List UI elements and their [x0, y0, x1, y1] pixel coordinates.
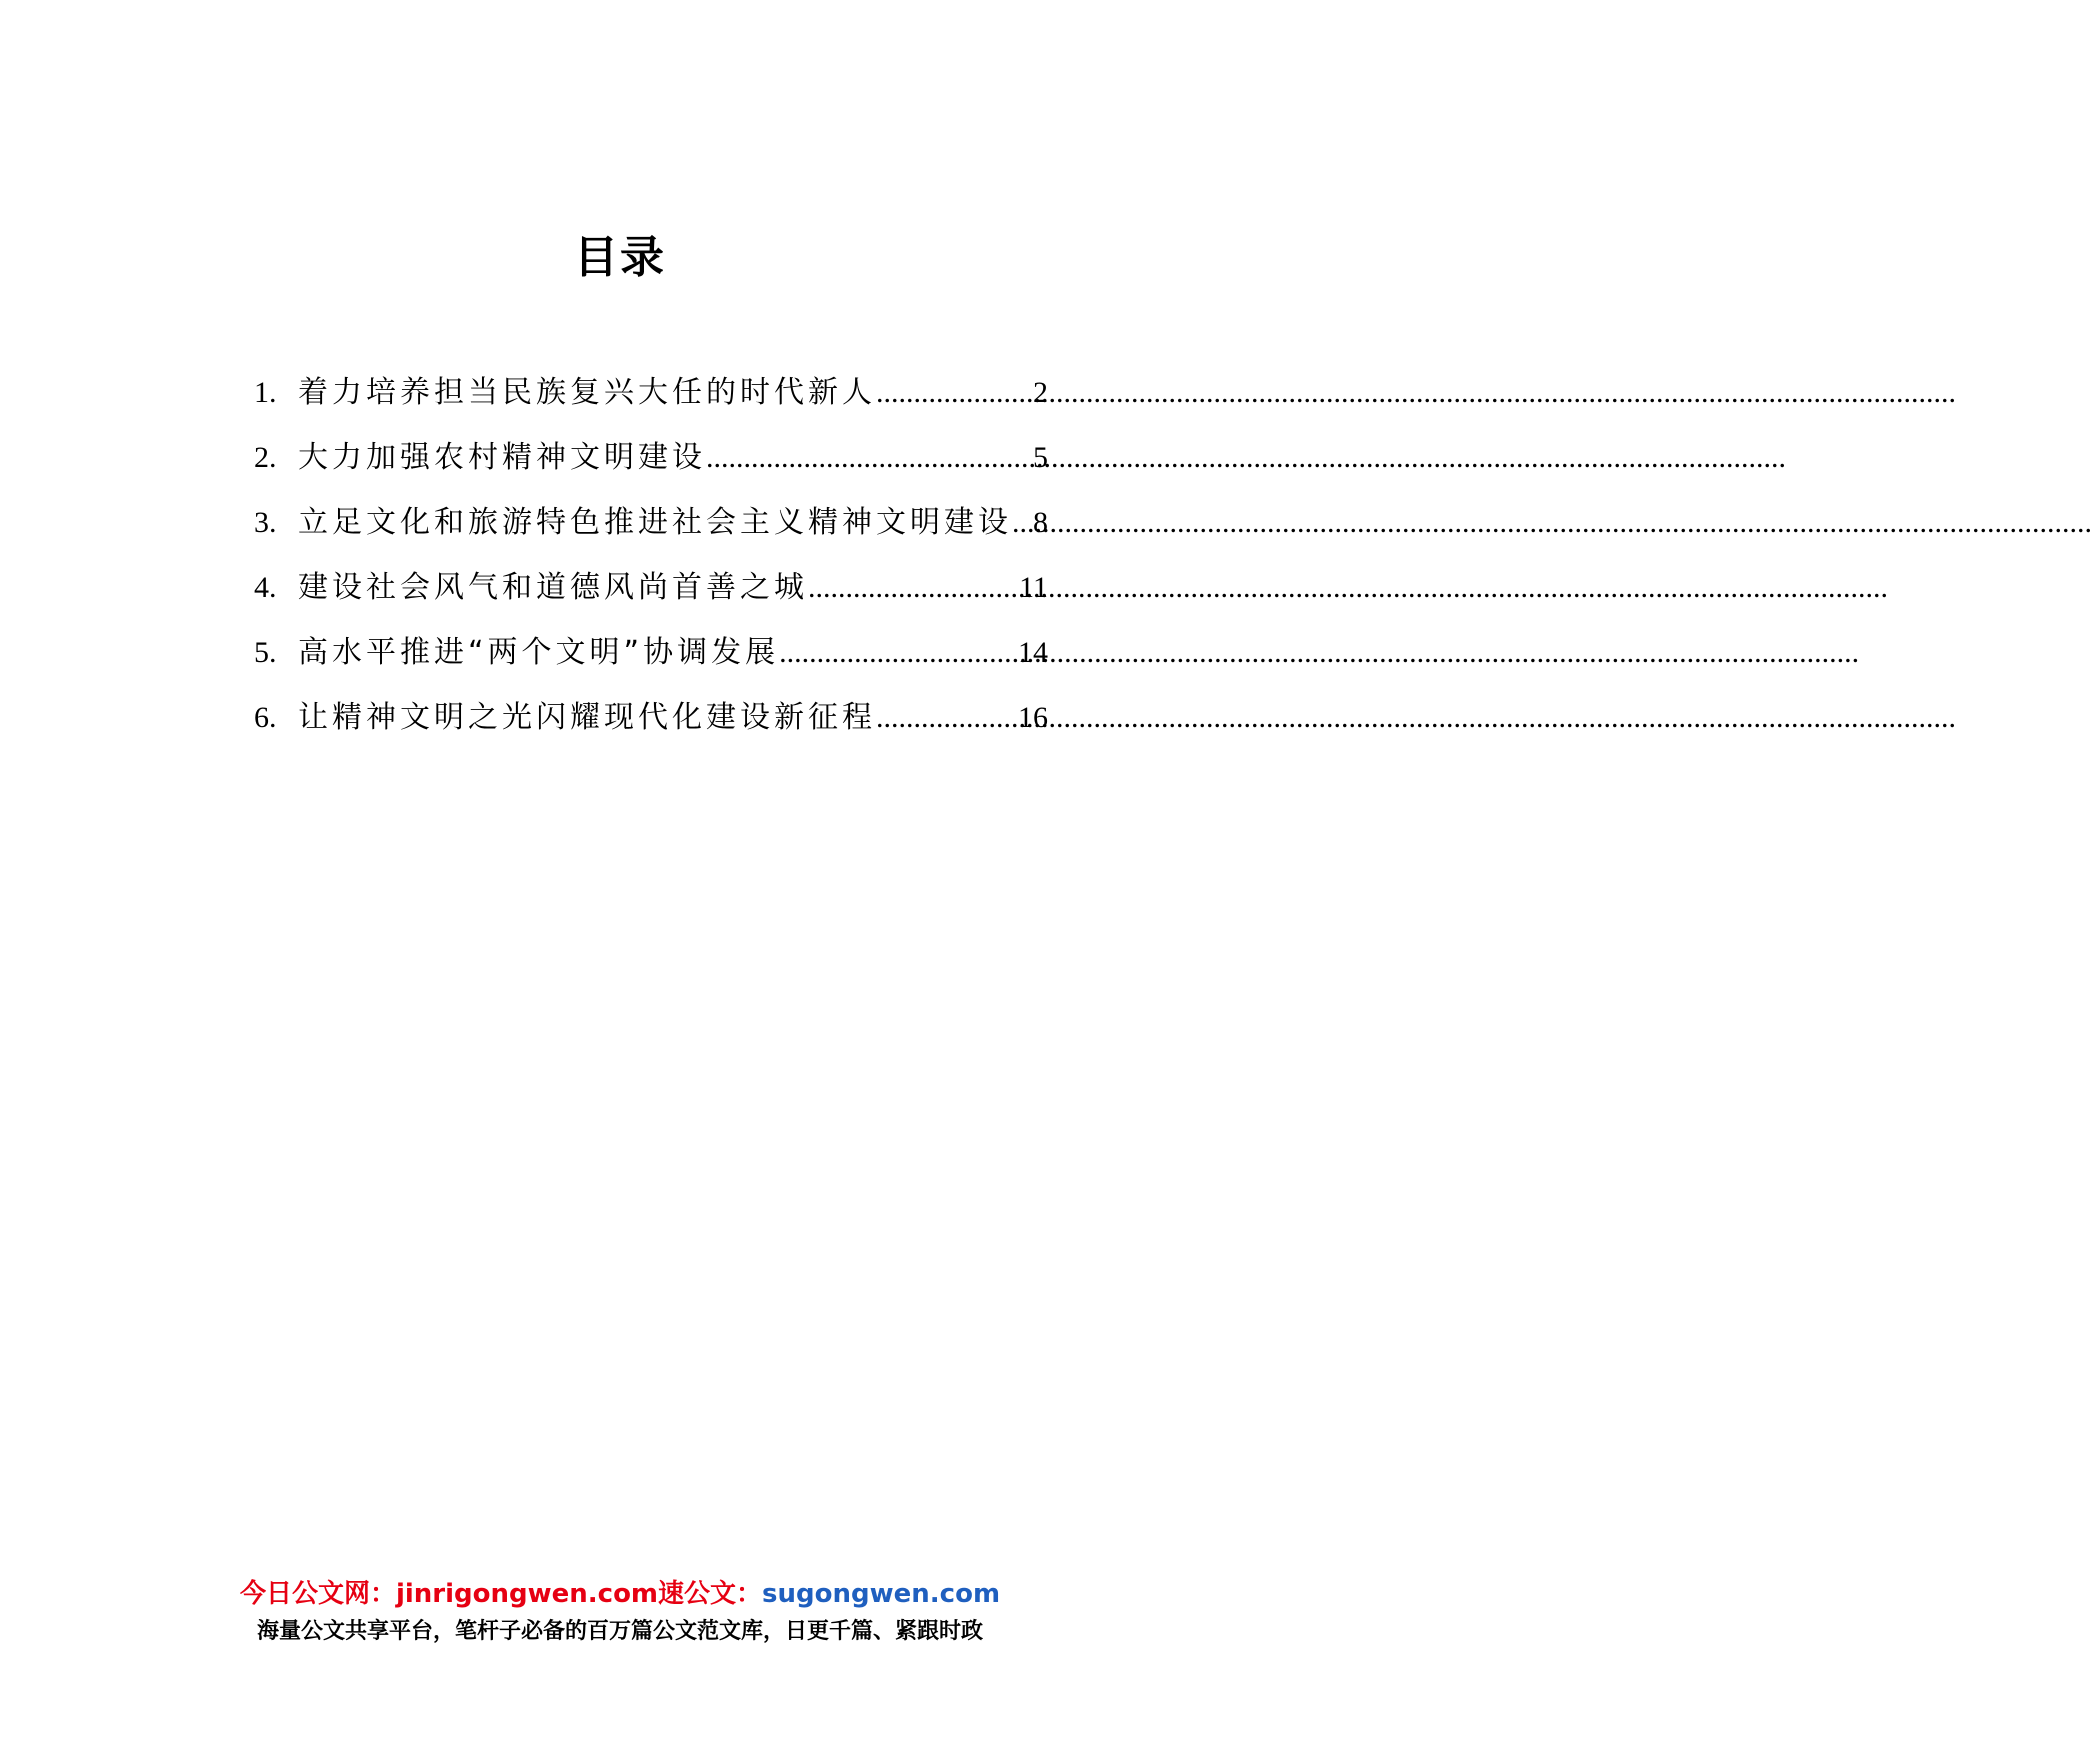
- toc-entry-number: 1.: [254, 376, 277, 409]
- toc-entry[interactable]: [254, 632, 1048, 697]
- toc-entry-text: 高水平推进“两个文明”协调发展: [298, 635, 780, 670]
- footer-site2-link[interactable]: sugongwen.com: [762, 1579, 1001, 1609]
- toc-entry-page: 11: [1019, 571, 1048, 604]
- footer-site1-label: 今日公文网：: [239, 1579, 396, 1609]
- toc-entry-text: 让精神文明之光闪耀现代化建设新征程: [298, 700, 876, 735]
- toc-entry-text: 大力加强农村精神文明建设: [298, 440, 706, 475]
- footer-site1-link[interactable]: jinrigongwen.com: [395, 1579, 659, 1609]
- toc-leader-dots: [876, 697, 1018, 739]
- toc-leader-dots: [876, 372, 1033, 414]
- toc-entry[interactable]: [254, 437, 1048, 502]
- toc-entry-number: 5.: [254, 636, 277, 669]
- footer-site2-label: 速公文：: [658, 1579, 763, 1609]
- toc-entry-number: 3.: [254, 506, 277, 539]
- toc-leader-dots: [779, 632, 1018, 674]
- toc-entry-page: 14: [1018, 636, 1048, 669]
- toc-leader-dots: [1012, 502, 1033, 544]
- toc-entry-page: 2: [1033, 376, 1048, 409]
- toc-entry-number: 4.: [254, 571, 277, 604]
- toc-title: 目录: [574, 232, 666, 283]
- toc-entry-number: 6.: [254, 701, 277, 734]
- toc-entry-number: 2.: [254, 441, 277, 474]
- toc-entry[interactable]: [254, 372, 1048, 437]
- toc-entry-page: 5: [1033, 441, 1048, 474]
- toc-leader-dots: [706, 437, 1033, 479]
- toc-entry-page: 8: [1033, 506, 1048, 539]
- toc-entry-text: 着力培养担当民族复兴大任的时代新人: [298, 375, 876, 410]
- toc-entry[interactable]: [254, 567, 1048, 632]
- footer-sites: [0, 1576, 1240, 1612]
- toc-entry-text: 建设社会风气和道德风尚首善之城: [298, 570, 808, 605]
- toc-leader-dots: [808, 567, 1019, 609]
- toc-entry-page: 16: [1018, 701, 1048, 734]
- toc-entry[interactable]: [254, 697, 1048, 762]
- table-of-contents: [254, 372, 1048, 762]
- toc-entry-text: 立足文化和旅游特色推进社会主义精神文明建设: [298, 505, 1012, 540]
- toc-entry[interactable]: [254, 502, 1048, 567]
- footer-tagline: 海量公文共享平台，笔杆子必备的百万篇公文范文库，日更千篇、紧跟时政: [256, 1619, 983, 1644]
